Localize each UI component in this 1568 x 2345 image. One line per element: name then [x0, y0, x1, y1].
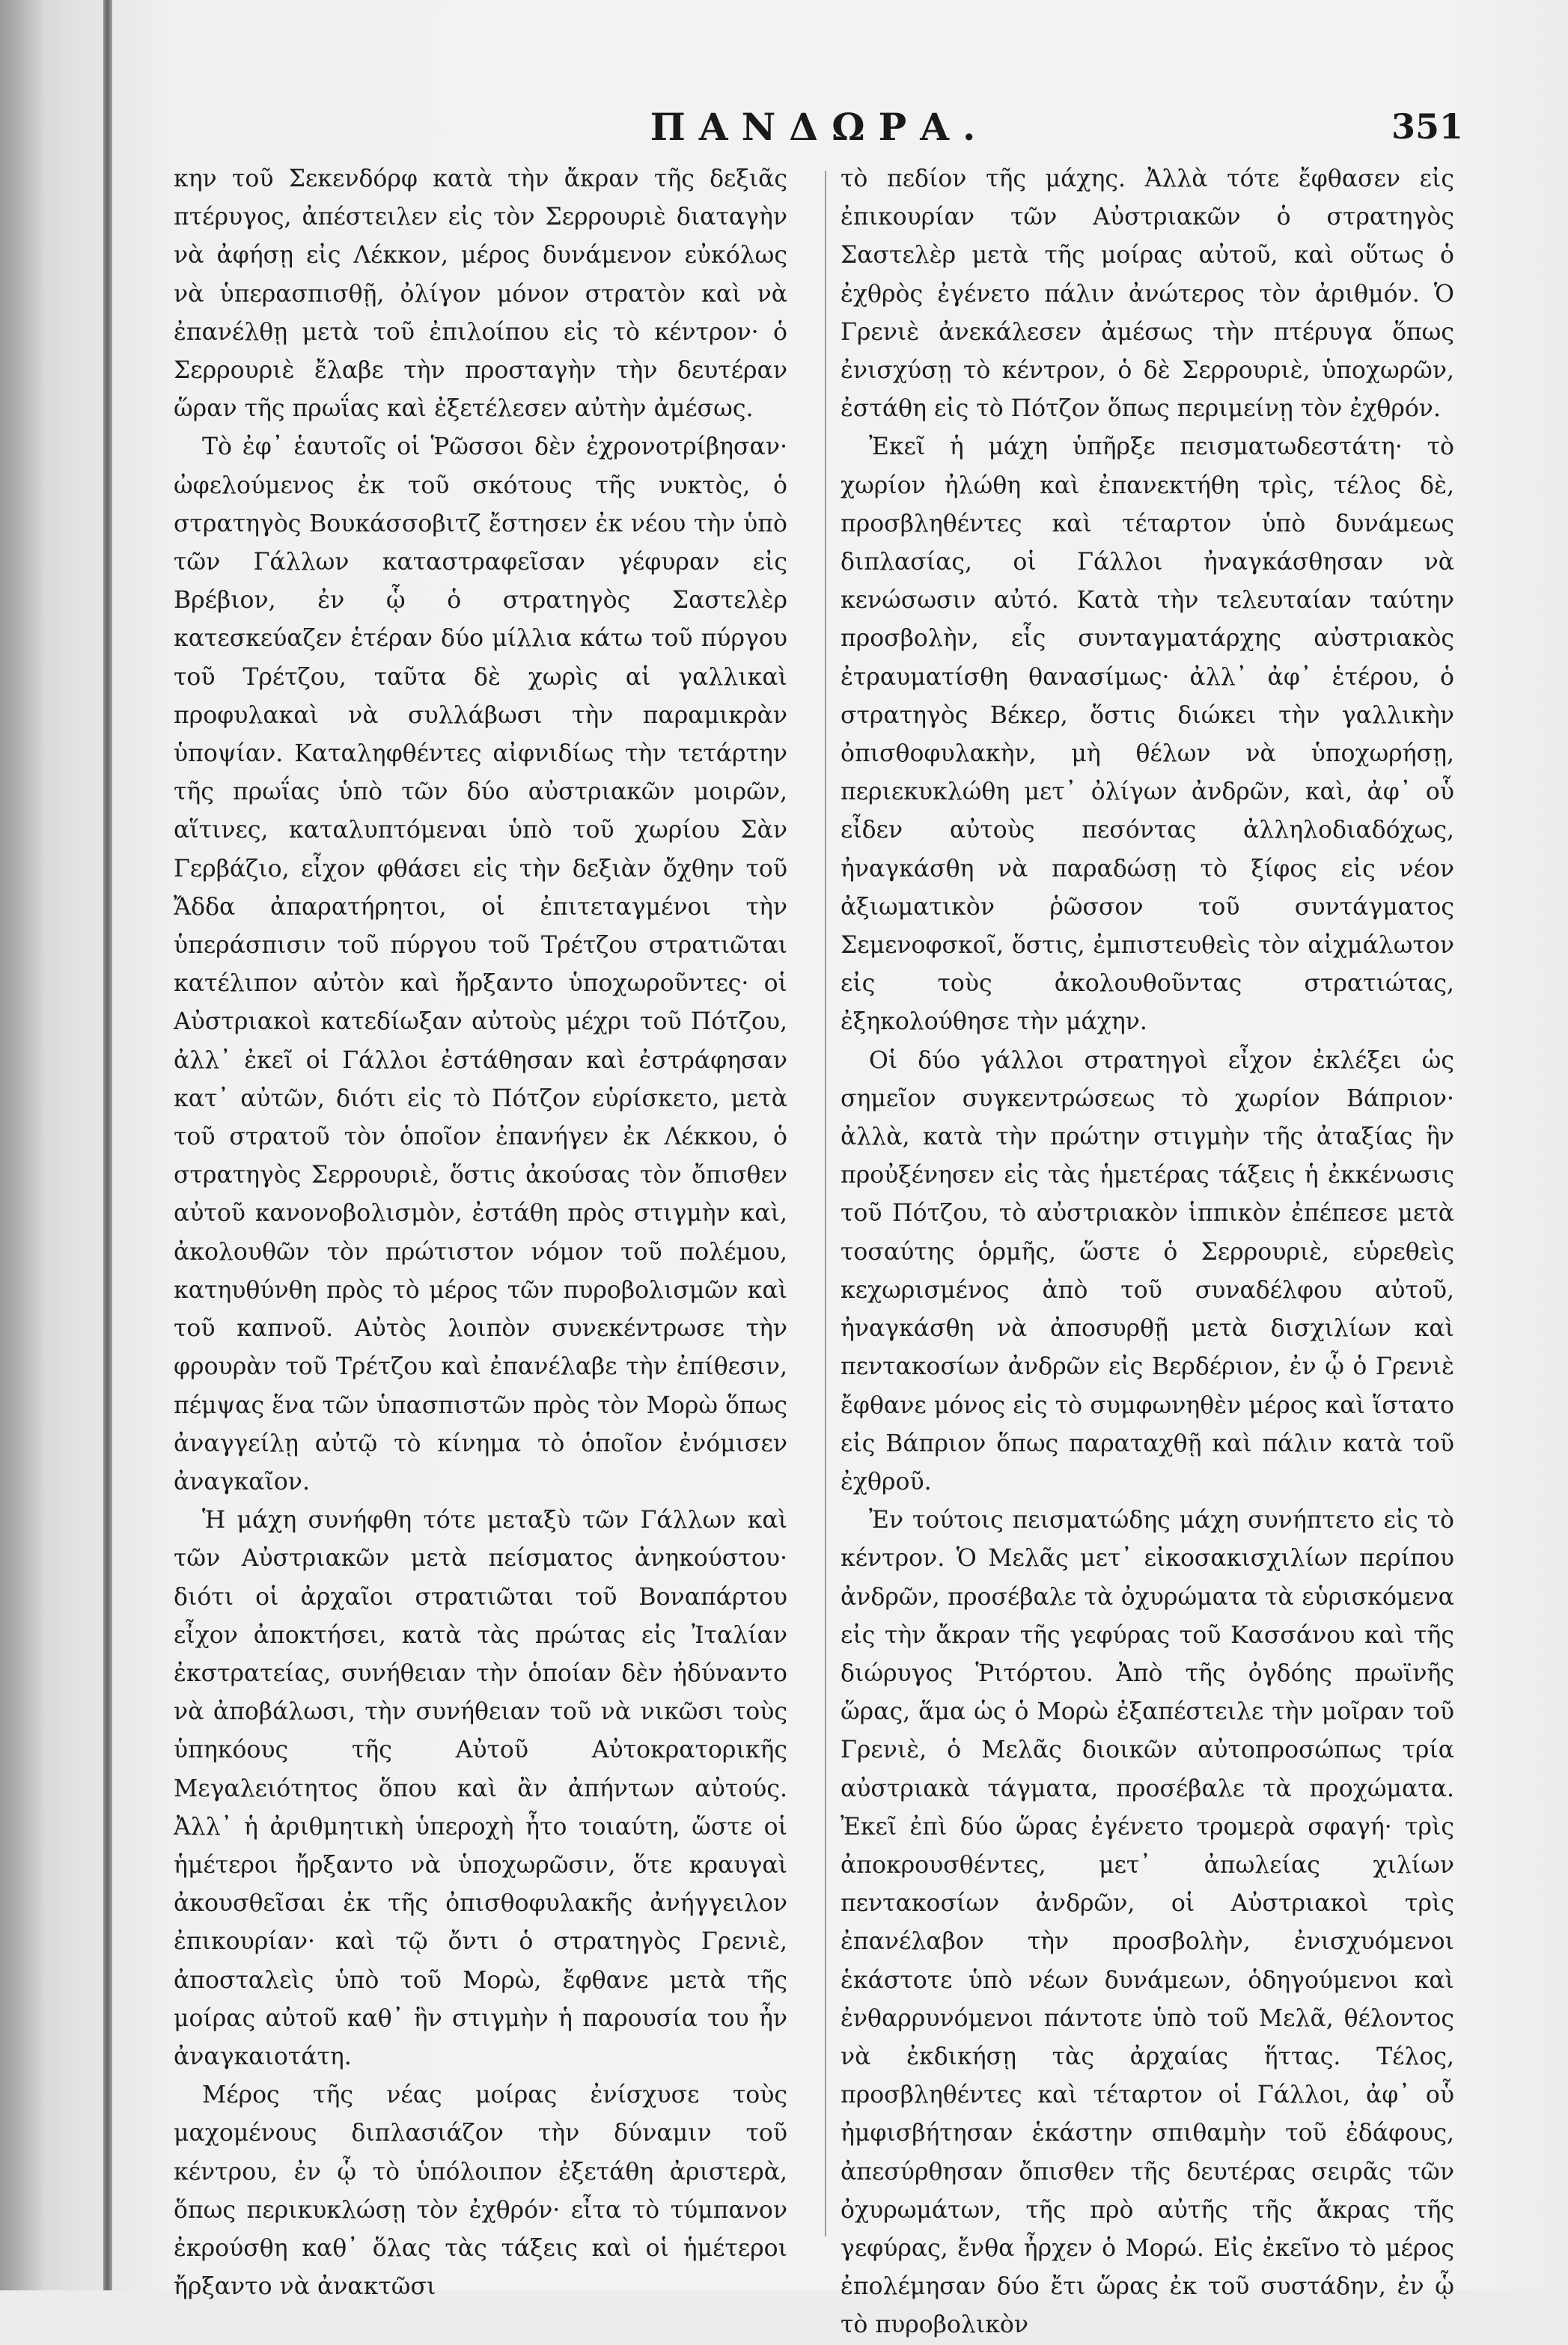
paragraph: τὸ πεδίον τῆς μάχης. Ἀλλὰ τότε ἔφθασεν εἰς ἐπικουρίαν τῶν Αὐστριακῶν ὁ στρατηγὸς Σαστελὲρ μετὰ τῆς μοίρας αὐτοῦ, καὶ οὕτως ὁ ἐχθρὸς ἐγένετο πάλιν ἀνώτερος τὸν ἀριθμόν. Ὁ Γρενιὲ ἀνεκάλεσεν ἀμέσως τὴν πτέρυγα ὅπως ἐνισχύσῃ τὸ κέντρον, ὁ δὲ Σερρουριὲ, ὑποχωρῶν, ἐστάθη εἰς τὸ Πότζον ὅπως περιμείνῃ τὸν ἐχθρόν. — [841, 165, 1454, 423]
left-column — [174, 160, 787, 2306]
binding-gutter — [103, 0, 112, 2290]
paragraph: Ἐν τούτοις πεισματώδης μάχη συνήπτετο εἰς τὸ κέντρον. Ὁ Μελᾶς μετ᾿ εἰκοσακισχιλίων περίπου ἀνδρῶν, προσέβαλε τὰ ὀχυρώματα τὰ εὑρισκόμενα εἰς τὴν ἄκραν τῆς γεφύρας τοῦ Κασσάνου καὶ τῆς διώρυγος Ῥιτόρτου. Ἀπὸ τῆς ὀγδόης πρωϊνῆς ὥρας, ἅμα ὡς ὁ Μορὼ ἐξαπέστειλε τὴν μοῖραν τοῦ Γρενιὲ, ὁ Μελᾶς διοικῶν αὐτοπροσώπως τρία αὐστριακὰ τάγματα, προσέβαλε τὰ προχώματα. Ἐκεῖ ἐπὶ δύο ὥρας ἐγένετο τρομερὰ σφαγή· τρὶς ἀποκρουσθέντες, μετ᾿ ἀπωλείας χιλίων πεντακοσίων ἀνδρῶν, οἱ Αὐστριακοὶ τρὶς ἐπανέλαβον τὴν προσβολὴν, ἐνισχυόμενοι ἑκάστοτε ὑπὸ νέων δυνάμεων, ὁδηγούμενοι καὶ ἐνθαρρυνόμενοι πάντοτε ὑπὸ τοῦ Μελᾶ, θέλοντος νὰ ἐκδικήσῃ τὰς ἀρχαίας ἥττας. Τέλος, προσβληθέντες καὶ τέταρτον οἱ Γάλλοι, ἀφ᾿ οὗ ἠμφισβήτησαν ἑκάστην σπιθαμὴν τοῦ ἐδάφους, ἀπεσύρθησαν ὄπισθεν τῆς δευτέρας σειρᾶς τῶν ὀχυρωμάτων, τῆς πρὸ αὐτῆς τῆς ἄκρας τῆς γεφύρας, ἔνθα ἦρχεν ὁ Μορώ. Εἰς ἐκεῖνο τὸ μέρος ἐπολέμησαν δύο ἔτι ὥρας ἐκ τοῦ συστάδην, ἐν ᾧ τὸ πυροβολικὸν — [841, 1507, 1454, 2339]
page-number: 351 — [1391, 106, 1463, 147]
paragraph: Τὸ ἐφ᾿ ἑαυτοῖς οἱ Ῥῶσσοι δὲν ἐχρονοτρίβησαν· ὠφελούμενος ἐκ τοῦ σκότους τῆς νυκτὸς, ὁ στρατηγὸς Βουκάσσοβιτζ ἔστησεν ἐκ νέου τὴν ὑπὸ τῶν Γάλλων καταστραφεῖσαν γέφυραν εἰς Βρέβιον, ἐν ᾧ ὁ στρατηγὸς Σαστελὲρ κατεσκεύαζεν ἑτέραν δύο μίλλια κάτω τοῦ πύργου τοῦ Τρέτζου, ταῦτα δὲ χωρὶς αἱ γαλλικαὶ προφυλακαὶ νὰ συλλάβωσι τὴν παραμικρὰν ὑποψίαν. Καταληφθέντες αἰφνιδίως τὴν τετάρτην τῆς πρωΐας ὑπὸ τῶν δύο αὐστριακῶν μοιρῶν, αἵτινες, καταλυπτόμεναι ὑπὸ τοῦ χωρίου Σὰν Γερβάζιο, εἶχον φθάσει εἰς τὴν δεξιὰν ὄχθην τοῦ Ἄδδα ἀπαρατήρητοι, οἱ ἐπιτεταγμένοι τὴν ὑπεράσπισιν τοῦ πύργου τοῦ Τρέτζου στρατιῶται κατέλιπον αὐτὸν καὶ ἤρξαντο ὑποχωροῦντες· οἱ Αὐστριακοὶ κατεδίωξαν αὐτοὺς μέχρι τοῦ Πότζου, ἀλλ᾿ ἐκεῖ οἱ Γάλλοι ἐστάθησαν καὶ ἐστράφησαν κατ᾿ αὐτῶν, διότι εἰς τὸ Πότζον εὑρίσκετο, μετὰ τοῦ στρατοῦ τὸν ὁποῖον ἐπανήγεν ἐκ Λέκκου, ὁ στρατηγὸς Σερρουριὲ, ὅστις ἀκούσας τὸν ὄπισθεν αὐτοῦ κανονοβολισμὸν, ἐστάθη πρὸς στιγμὴν καὶ, ἀκολουθῶν τὸν πρώτιστον νόμον τοῦ πολέμου, κατηυθύνθη πρὸς τὸ μέρος τῶν πυροβολισμῶν καὶ τοῦ καπνοῦ. Αὐτὸς λοιπὸν συνεκέντρωσε τὴν φρουρὰν τοῦ Τρέτζου καὶ ἐπανέλαβε τὴν ἐπίθεσιν, πέμψας ἕνα τῶν ὑπασπιστῶν πρὸς τὸν Μορὼ ὅπως ἀναγγείλῃ αὐτῷ τὸ κίνημα τὸ ὁποῖον ἐνόμισεν ἀναγκαῖον. — [174, 433, 788, 1495]
paragraph: Ἐκεῖ ἡ μάχη ὑπῆρξε πεισματωδεστάτη· τὸ χωρίον ἠλώθη καὶ ἐπανεκτήθη τρὶς, τέλος δὲ, προσβληθέντες καὶ τέταρτον ὑπὸ δυνάμεως διπλασίας, οἱ Γάλλοι ἠναγκάσθησαν νὰ κενώσωσιν αὐτό. Κατὰ τὴν τελευταίαν ταύτην προσβολὴν, εἷς συνταγματάρχης αὐστριακὸς ἐτραυματίσθη θανασίμως· ἀλλ᾿ ἀφ᾿ ἑτέρου, ὁ στρατηγὸς Βέκερ, ὅστις διώκει τὴν γαλλικὴν ὀπισθοφυλακὴν, μὴ θέλων νὰ ὑποχωρήσῃ, περιεκυκλώθη μετ᾿ ὀλίγων ἀνδρῶν, καὶ, ἀφ᾿ οὗ εἶδεν αὐτοὺς πεσόντας ἀλληλοδιαδόχως, ἠναγκάσθη νὰ παραδώσῃ τὸ ξίφος εἰς νέον ἀξιωματικὸν ῥῶσσον τοῦ συντάγματος Σεμενοφσκοῖ, ὅστις, ἐμπιστευθεὶς τὸν αἰχμάλωτον εἰς τοὺς ἀκολουθοῦντας στρατιώτας, ἐξηκολούθησε τὴν μάχην. — [841, 433, 1454, 1036]
paragraph: Οἱ δύο γάλλοι στρατηγοὶ εἶχον ἐκλέξει ὡς σημεῖον συγκεντρώσεως τὸ χωρίον Βάπριον· ἀλλὰ, κατὰ τὴν πρώτην στιγμὴν τῆς ἀταξίας ἣν προὐξένησεν εἰς τὰς ἡμετέρας τάξεις ἡ ἐκκένωσις τοῦ Πότζου, τὸ αὐστριακὸν ἱππικὸν ἐπέπεσε μετὰ τοσαύτης ὁρμῆς, ὥστε ὁ Σερρουριὲ, εὑρεθεὶς κεχωρισμένος ἀπὸ τοῦ συναδέλφου αὐτοῦ, ἠναγκάσθη νὰ ἀποσυρθῇ μετὰ δισχιλίων καὶ πεντακοσίων ἀνδρῶν εἰς Βερδέριον, ἐν ᾧ ὁ Γρενιὲ ἔφθανε μόνος εἰς τὸ συμφωνηθὲν μέρος καὶ ἵστατο εἰς Βάπριον ὅπως παραταχθῇ καὶ πάλιν κατὰ τοῦ ἐχθροῦ. — [841, 1046, 1454, 1495]
right-column — [841, 160, 1454, 2345]
page-edge-shadow — [0, 0, 45, 2290]
running-header — [176, 105, 1463, 150]
paragraph: Ἡ μάχη συνήφθη τότε μεταξὺ τῶν Γάλλων καὶ τῶν Αὐστριακῶν μετὰ πείσματος ἀνηκούστου· διότι οἱ ἀρχαῖοι στρατιῶται τοῦ Βοναπάρτου εἶχον ἀποκτήσει, κατὰ τὰς πρώτας εἰς Ἰταλίαν ἐκστρατείας, συνήθειαν τὴν ὁποίαν δὲν ἠδύναντο νὰ ἀποβάλωσι, τὴν συνήθειαν τοῦ νὰ νικῶσι τοὺς ὑπηκόους τῆς Αὐτοῦ Αὐτοκρατορικῆς Μεγαλειότητος ὅπου καὶ ἂν ἀπήντων αὐτούς. Ἀλλ᾿ ἡ ἀριθμητικὴ ὑπεροχὴ ἦτο τοιαύτη, ὥστε οἱ ἡμέτεροι ἤρξαντο νὰ ὑποχωρῶσιν, ὅτε κραυγαὶ ἀκουσθεῖσαι ἐκ τῆς ὀπισθοφυλακῆς ἀνήγγειλον ἐπικουρίαν· καὶ τῷ ὄντι ὁ στρατηγὸς Γρενιὲ, ἀποσταλεὶς ὑπὸ τοῦ Μορὼ, ἔφθανε μετὰ τῆς μοίρας αὐτοῦ καθ᾿ ἣν στιγμὴν ἡ παρουσία του ἦν ἀναγκαιοτάτη. — [174, 1507, 787, 2070]
paragraph: κην τοῦ Σεκενδόρφ κατὰ τὴν ἄκραν τῆς δεξιᾶς πτέρυγος, ἀπέστειλεν εἰς τὸν Σερρουριὲ διαταγὴν νὰ ἀφήσῃ εἰς Λέκκον, μέρος δυνάμενον εὐκόλως νὰ ὑπερασπισθῇ, ὀλίγον μόνον στρατὸν καὶ νὰ ἐπανέλθῃ μετὰ τοῦ ἐπιλοίπου εἰς τὸ κέντρον· ὁ Σερρουριὲ ἔλαβε τὴν προσταγὴν τὴν δευτέραν ὥραν τῆς πρωΐας καὶ ἐξετέλεσεν αὐτὴν ἀμέσως. — [174, 165, 787, 423]
paragraph: Μέρος τῆς νέας μοίρας ἐνίσχυσε τοὺς μαχομένους διπλασιάζον τὴν δύναμιν τοῦ κέντρου, ἐν ᾧ τὸ ὑπόλοιπον ἐξετάθη ἀριστερὰ, ὅπως περικυκλώσῃ τὸν ἐχθρόν· εἶτα τὸ τύμπανον ἐκρούσθη καθ᾿ ὅλας τὰς τάξεις καὶ οἱ ἡμέτεροι ἤρξαντο νὰ ἀνακτῶσι — [174, 2082, 787, 2301]
journal-title: ΠΑΝΔΩΡΑ. — [650, 105, 989, 149]
column-divider — [825, 171, 826, 2236]
